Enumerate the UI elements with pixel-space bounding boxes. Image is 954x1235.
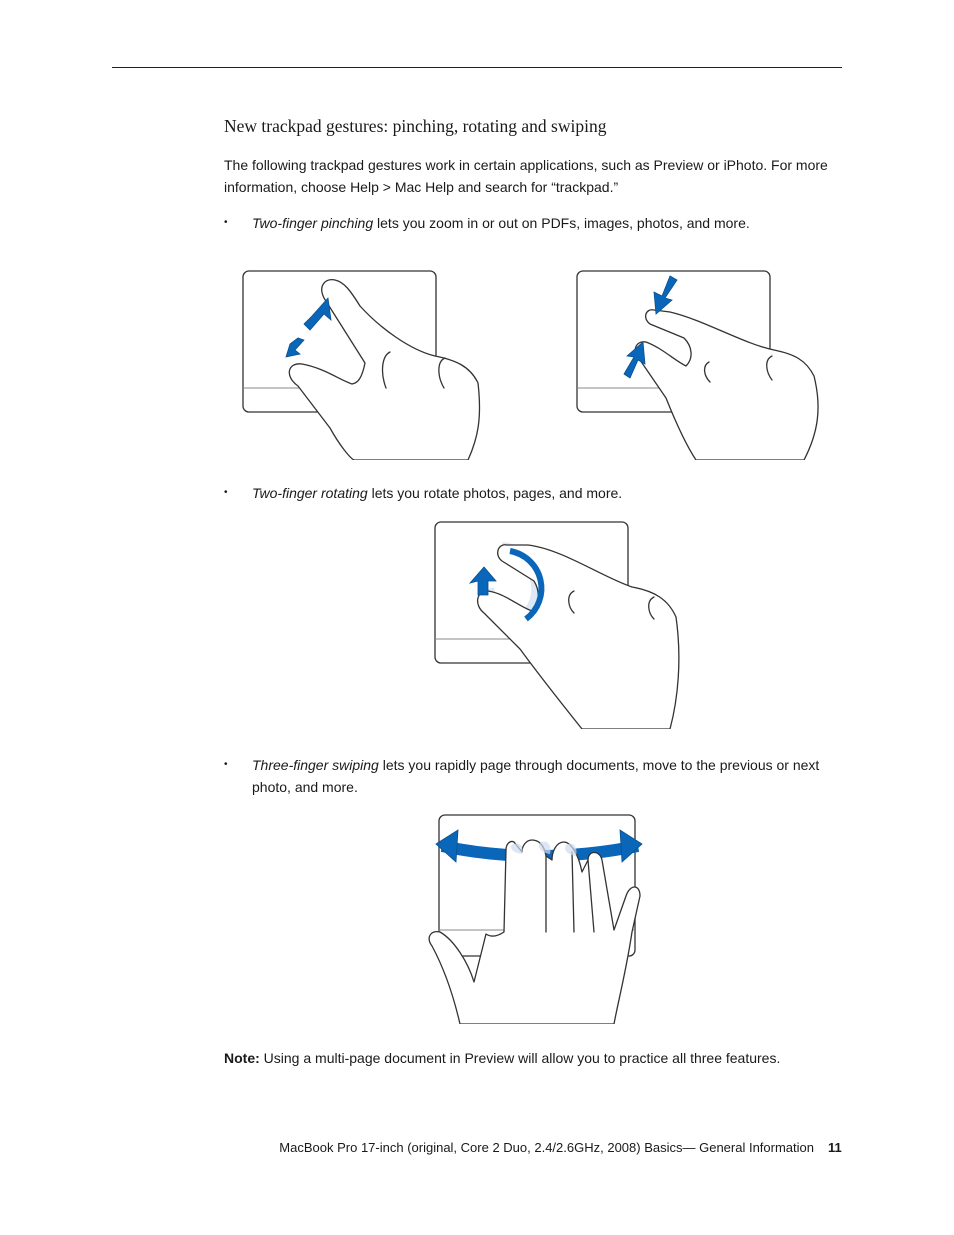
pinch-close-illustration — [574, 268, 824, 460]
rotate-illustration — [432, 519, 692, 729]
bullet-description: lets you rapidly page through documents, move to the previous or next photo, and more. — [252, 757, 820, 795]
intro-paragraph: The following trackpad gestures work in certain applications, such as Preview or iPhoto. For more information, choose Help > Mac Help and search for “trackpad.” — [224, 157, 828, 195]
header-rule — [112, 67, 842, 68]
bullet-text — [252, 482, 842, 504]
bullet-description: lets you rotate photos, pages, and more. — [367, 485, 623, 501]
section-heading: New trackpad gestures: pinching, rotating and swiping — [224, 116, 607, 136]
bullet-term: Two-finger rotating — [252, 485, 368, 501]
note-label: Note: — [224, 1050, 260, 1066]
bullet-text — [252, 212, 842, 234]
bullet-marker: • — [224, 759, 228, 770]
page-number: 11 — [828, 1140, 842, 1155]
bullet-term: Three-finger swiping — [252, 757, 379, 773]
three-finger-swipe-illustration — [418, 812, 648, 1024]
bullet-marker: • — [224, 217, 228, 228]
bullet-marker: • — [224, 487, 228, 498]
pinch-open-illustration — [240, 268, 490, 460]
bullet-term: Two-finger pinching — [252, 215, 374, 231]
bullet-description: lets you zoom in or out on PDFs, images, photos, and more. — [373, 215, 750, 231]
note-paragraph — [224, 1047, 780, 1069]
bullet-text — [252, 754, 842, 798]
note-text: Using a multi-page document in Preview will allow you to practice all three features. — [259, 1050, 781, 1066]
footer-text: MacBook Pro 17-inch (original, Core 2 Duo, 2.4/2.6GHz, 2008) Basics— General Information — [279, 1140, 814, 1155]
